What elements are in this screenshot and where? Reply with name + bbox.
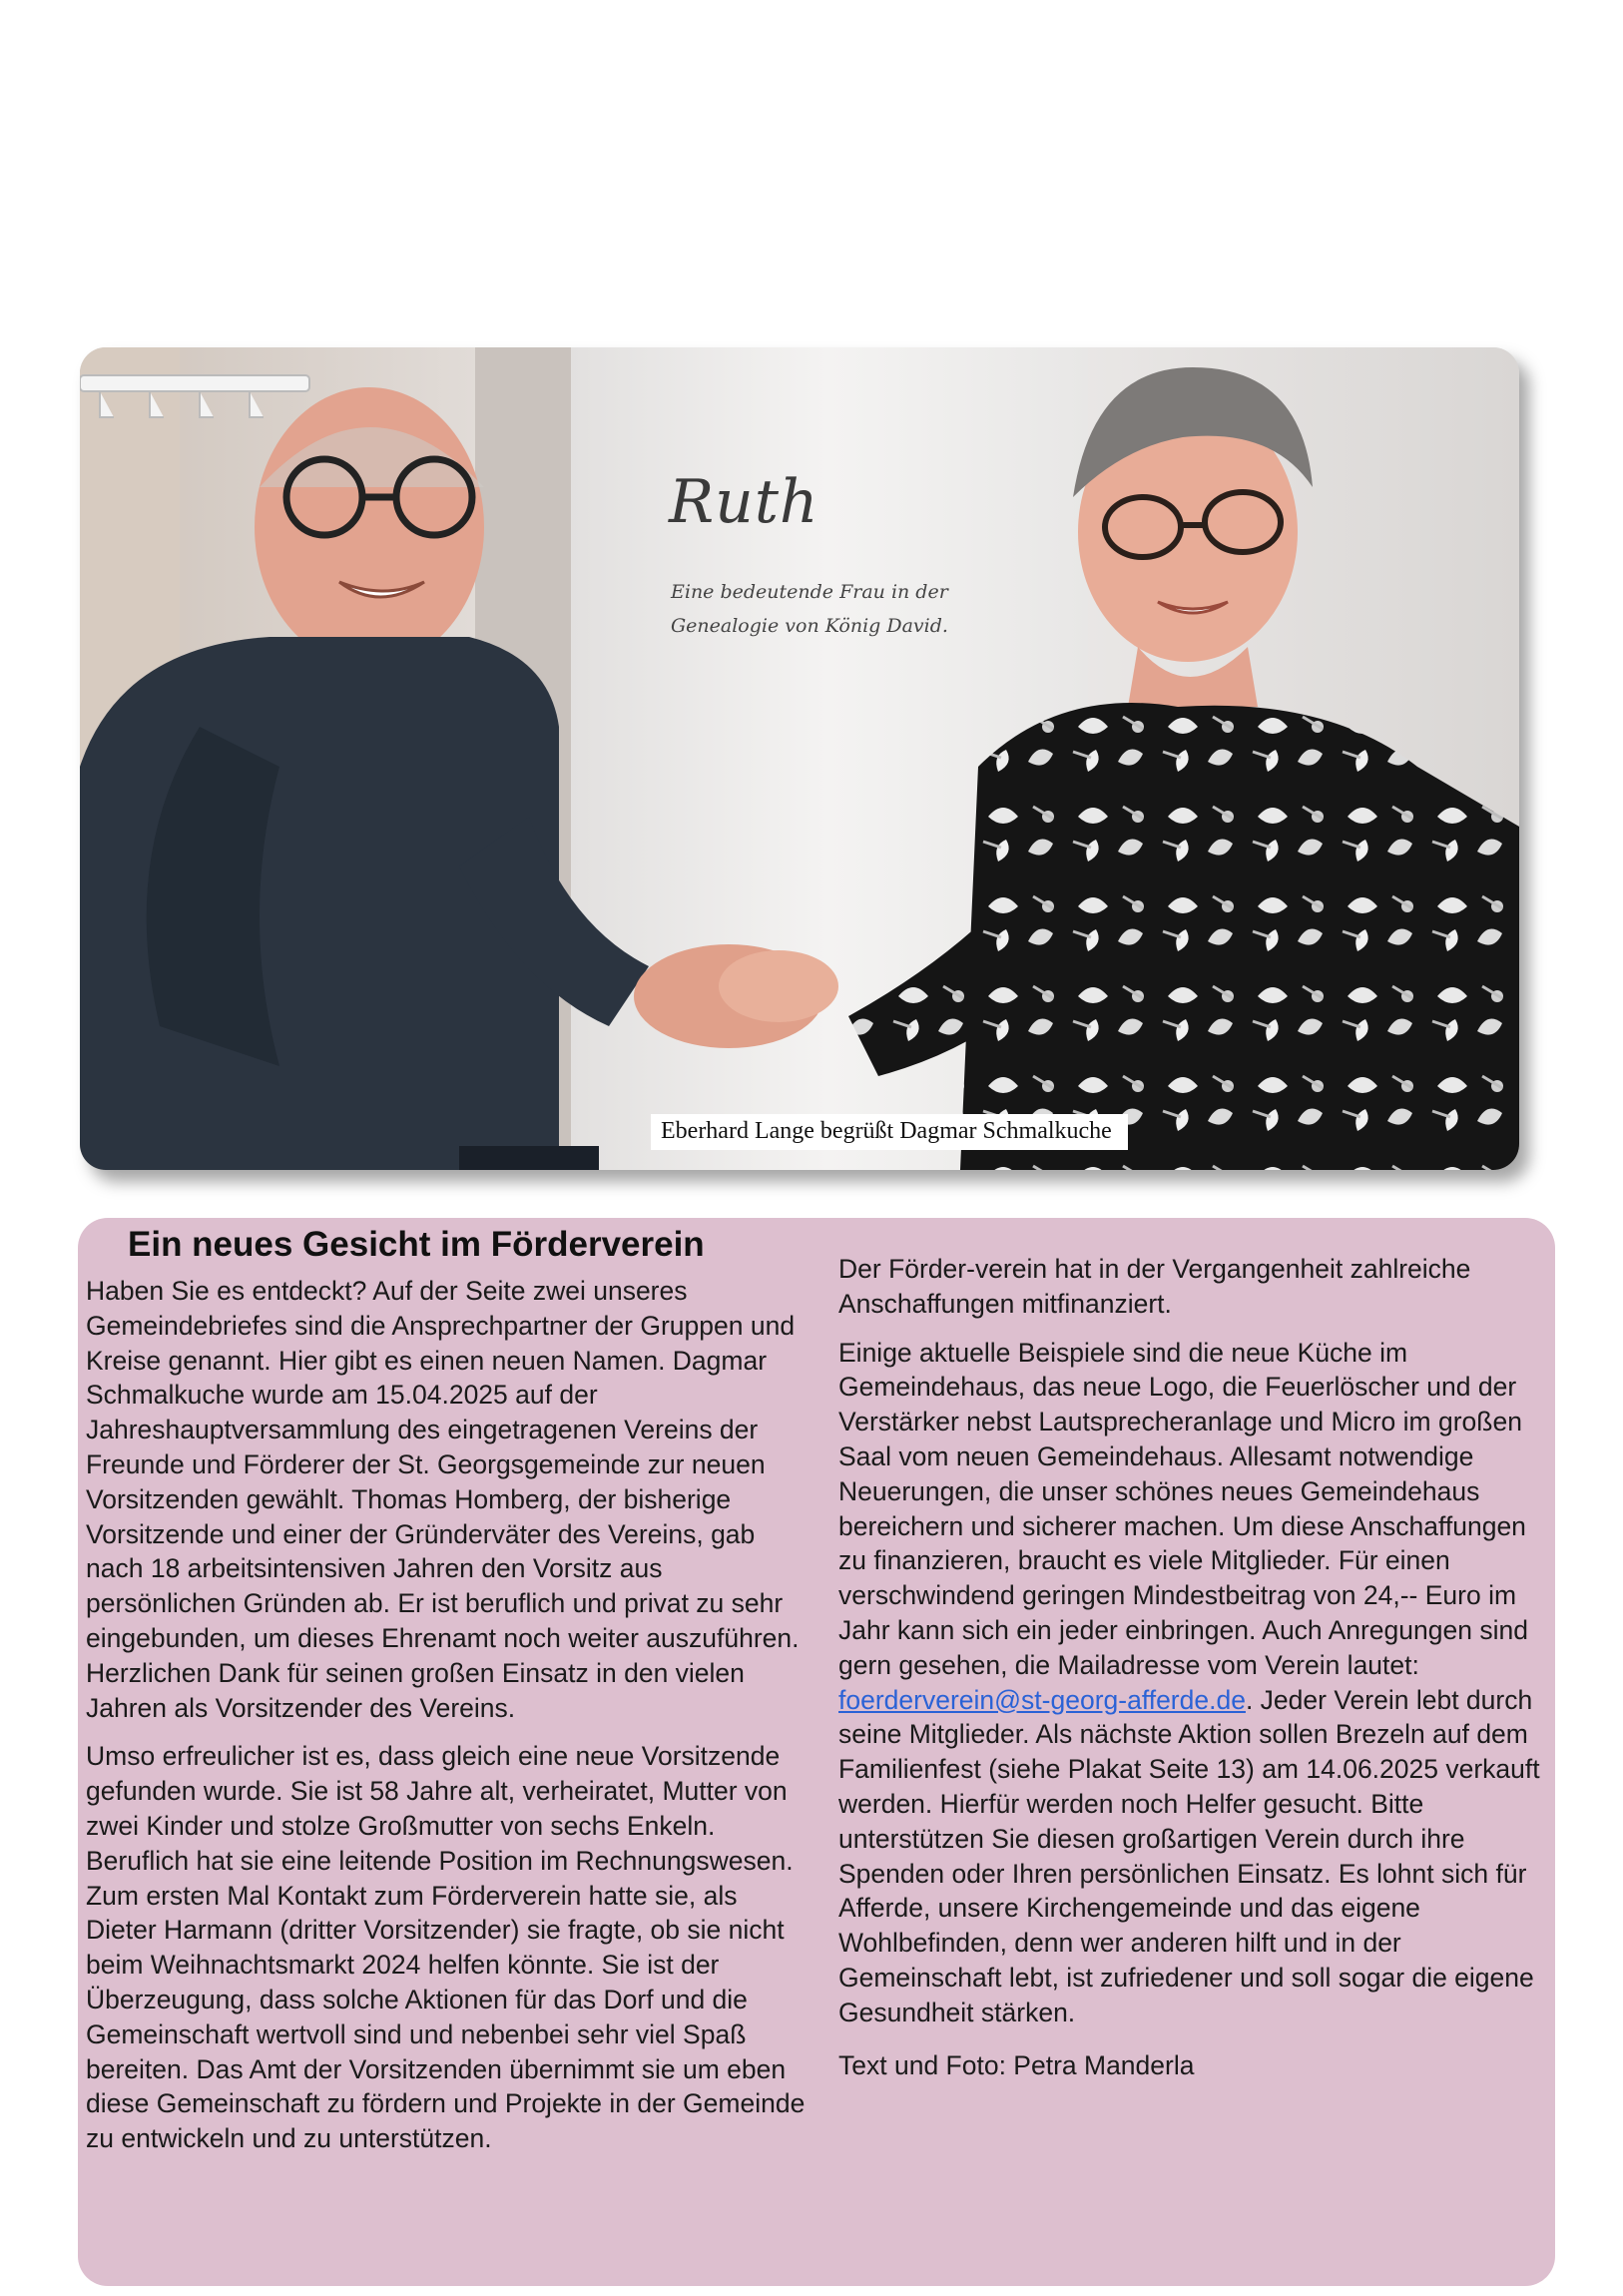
article-photo <box>80 347 1519 1170</box>
paragraph-text: . Jeder Verein lebt durch seine Mitglieder. Als nächste Aktion sollen Brezeln auf dem Familienfest (siehe Plakat Seite 13) am 14.06.2025 verkauft werden. Hierfür werden noch Helfer gesucht. Bitte unterstützen Sie diesen großartigen Verein durch ihre Spenden oder Ihren persönlichen Einsatz. Es lohnt sich für Afferde, unsere Kirchengemeinde und das eigene Wohlbefinden, denn wer anderen hilft und in der Gemeinschaft lebt, ist zufriedener und soll sogar die eigene Gesundheit stärken. <box>838 1684 1540 2027</box>
sign-title: Ruth <box>669 467 819 537</box>
email-link[interactable]: foerderverein@st-georg-afferde.de <box>838 1684 1246 1715</box>
article-paragraph: Umso erfreulicher ist es, dass gleich eine neue Vorsitzende gefunden wurde. Sie ist 58 Jahre alt, verheiratet, Mutter von zwei Kinder und stolze Großmutter von sechs Enkeln. Beruflich hat sie eine leitende Position im Rechnungswesen. Zum ersten Mal Kontakt zum Förderverein hatte sie, als Dieter Harmann (dritter Vorsitzender) sie fragte, ob sie nicht beim Weihnachtsmarkt 2024 helfen könnte. Sie ist der Überzeugung, dass solche Aktionen für das Dorf und die Gemeinschaft wertvoll sind und nebenbei sehr viel Spaß bereiten. Das Amt der Vorsitzenden übernimmt sie um eben diese Gemeinschaft zu fördern und Projekte in der Gemeinde zu entwickeln und zu unterstützen. <box>86 1741 806 2154</box>
article-paragraph: Haben Sie es entdeckt? Auf der Seite zwei unseres Gemeindebriefes sind die Ansprechpartner der Gruppen und Kreise genannt. Hier gibt es einen neuen Namen. Dagmar Schmalkuche wurde am 15.04.2025 auf der Jahreshauptversammlung des eingetragenen Vereins der Freunde und Förderer der St. Georgsgemeinde zur neuen Vorsitzenden gewählt. Thomas Homberg, der bisherige Vorsitzende und einer der Gründerväter des Vereins, gab nach 18 arbeitsintensiven Jahren den Vorsitz aus persönlichen Gründen ab. Er ist beruflich und privat zu sehr eingebunden, um dieses Ehrenamt noch weiter auszuführen. Herzlichen Dank für seinen großen Einsatz in den vielen Jahren als Vorsitzender des Vereins. <box>86 1276 800 1723</box>
photo-credit: Text und Foto: Petra Manderla <box>838 2049 1195 2080</box>
article-paragraph <box>838 1336 1543 2030</box>
sign-subtitle: Eine bedeutende Frau in der Genealogie von König David. <box>671 581 948 637</box>
paragraph-text: Einige aktuelle Beispiele sind die neue Küche im Gemeindehaus, das neue Logo, die Feuerlöscher und der Verstärker nebst Lautsprecheranlage und Micro im großen Saal vom neuen Gemeindehaus. Allesamt notwendige Neuerungen, die unser schönes neues Gemeindehaus bereichern und sicherer machen. Um diese Anschaffungen zu finanzieren, braucht es viele Mitglieder. Für einen verschwindend geringen Mindestbeitrag von 24,-- Euro im Jahr kann sich ein jeder einbringen. Auch Anregungen sind gern gesehen, die Mailadresse vom Verein lautet: <box>838 1337 1528 1680</box>
article-box <box>78 1218 1555 2286</box>
article-right-column <box>838 1218 1543 2082</box>
article-paragraph: Der Förder-verein hat in der Vergangenheit zahlreiche Anschaffungen mitfinanziert. <box>838 1254 1471 1319</box>
article-headline: Ein neues Gesicht im Förderverein <box>128 1225 705 1264</box>
photo-caption: Eberhard Lange begrüßt Dagmar Schmalkuche <box>651 1114 1128 1150</box>
article-left-column <box>86 1218 811 2156</box>
